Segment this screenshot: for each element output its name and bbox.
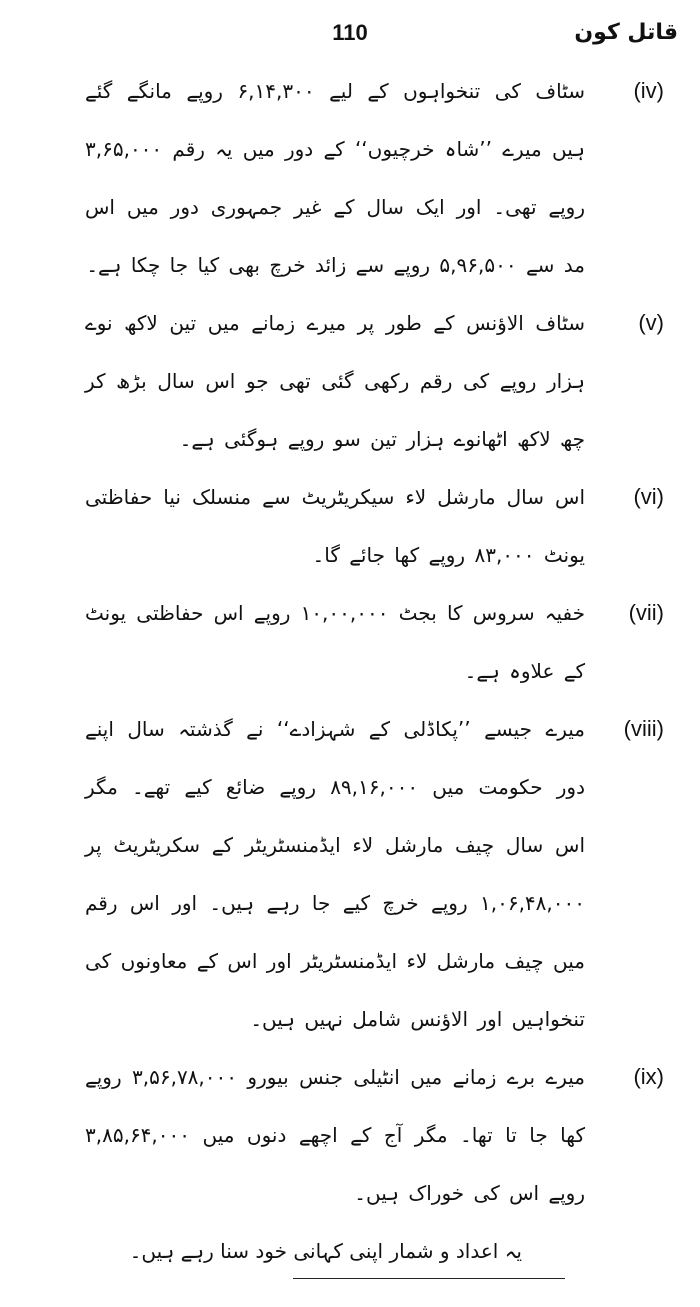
item-number: (v) bbox=[638, 310, 664, 335]
item-text: اس سال مارشل لاء سیکریٹریٹ سے منسلک نیا حفاظتی یونٹ ۸۳,۰۰۰ روپے کھا جائے گا۔ bbox=[85, 485, 585, 567]
page-number: 110 bbox=[332, 20, 368, 45]
item-number: (viii) bbox=[623, 716, 664, 741]
list-item bbox=[0, 62, 700, 294]
list-item bbox=[0, 294, 700, 468]
running-title: قاتل کون bbox=[574, 20, 678, 45]
end-rule bbox=[293, 1278, 565, 1279]
item-number: (vii) bbox=[628, 600, 664, 625]
item-number: (ix) bbox=[633, 1064, 664, 1089]
item-text: خفیہ سروس کا بجٹ ۱۰,۰۰,۰۰۰ روپے اس حفاظتی یونٹ کے علاوہ ہے۔ bbox=[85, 601, 585, 683]
page-body bbox=[0, 62, 700, 1280]
item-text: میرے جیسے ’’پکاڈلی کے شہزادے‘‘ نے گذشتہ سال اپنے دور حکومت میں ۸۹,۱۶,۰۰۰ روپے ضائع کیے تھے۔ مگر اس سال چیف مارشل لاء ایڈمنسٹریٹر کے سکریٹریٹ پر ۱,۰۶,۴۸,۰۰۰ روپے خرچ کیے جا رہے ہیں۔ اور اس رقم میں چیف مارشل لاء ایڈمنسٹریٹر اور اس کے معاونوں کی تنخواہیں اور الاؤنس شامل نہیں ہیں۔ bbox=[85, 717, 585, 1031]
item-text: میرے برے زمانے میں انٹیلی جنس بیورو ۳,۵۶,۷۸,۰۰۰ روپے کھا جا تا تھا۔ مگر آج کے اچھے دنوں میں ۳,۸۵,۶۴,۰۰۰ روپے اس کی خوراک ہیں۔ bbox=[85, 1065, 585, 1205]
list-item bbox=[0, 700, 700, 1048]
list-item bbox=[0, 468, 700, 584]
item-number: (iv) bbox=[633, 78, 664, 103]
list-item bbox=[0, 584, 700, 700]
item-text: سٹاف الاؤنس کے طور پر میرے زمانے میں تین لاکھ نوے ہزار روپے کی رقم رکھی گئی تھی جو اس سال بڑھ کر چھ لاکھ اٹھانوے ہزار تین سو روپے ہوگئی ہے۔ bbox=[85, 311, 585, 451]
closing-line: یہ اعداد و شمار اپنی کہانی خود سنا رہے ہیں۔ bbox=[129, 1239, 522, 1263]
item-number: (vi) bbox=[633, 484, 664, 509]
list-item bbox=[0, 1048, 700, 1222]
item-text: سٹاف کی تنخواہوں کے لیے ۶,۱۴,۳۰۰ روپے مانگے گئے ہیں میرے ’’شاہ خرچیوں‘‘ کے دور میں یہ رقم ۳,۶۵,۰۰۰ روپے تھی۔ اور ایک سال کے غیر جمہوری دور میں اس مد سے ۵,۹۶,۵۰۰ روپے سے زائد خرچ بھی کیا جا چکا ہے۔ bbox=[85, 79, 585, 277]
